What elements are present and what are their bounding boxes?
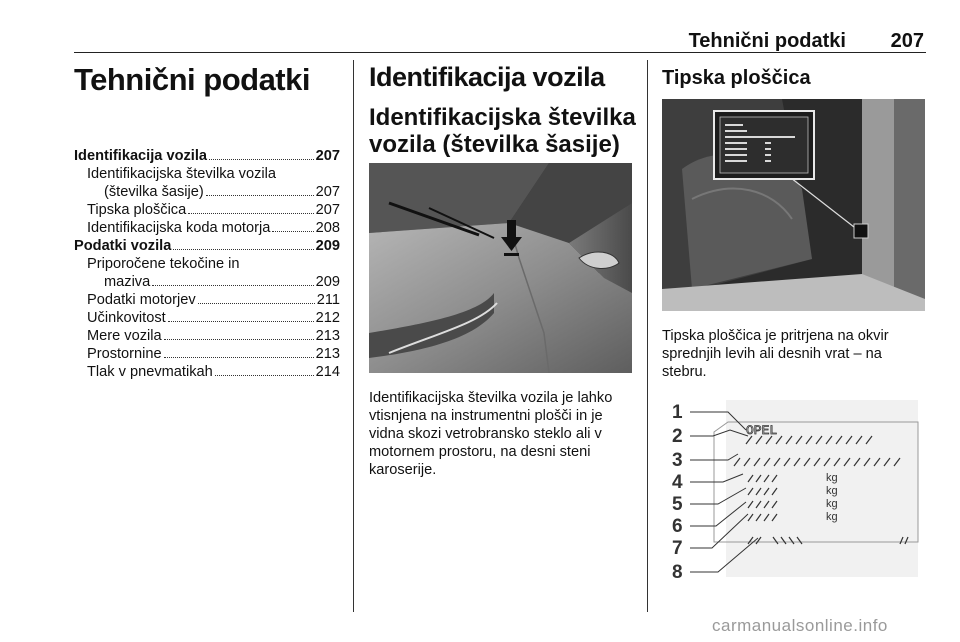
plate-callout-4: 4 — [672, 472, 683, 493]
toc-entry[interactable] — [74, 164, 340, 182]
type-plate-description: Tipska ploščica je pritrjena na okvir sprednjih levih ali desnih vrat – na stebru. — [662, 328, 889, 380]
car-hood-image — [369, 163, 632, 373]
plate-location-marker — [854, 224, 868, 238]
toc-entry-label: Priporočene tekočine in — [87, 256, 240, 272]
plate-callout-2: 2 — [672, 426, 683, 447]
column-divider-right — [647, 60, 648, 612]
toc-leader-dots — [168, 321, 314, 322]
toc-entry[interactable] — [74, 344, 340, 362]
toc-entry[interactable] — [74, 290, 340, 308]
toc-leader-dots — [272, 231, 313, 232]
subsection-title-line-1: Identifikacijska številka — [369, 104, 636, 131]
plate-unit-label: kg — [826, 485, 838, 497]
plate-callout-5: 5 — [672, 494, 683, 515]
toc-entry-label: Učinkovitost — [87, 310, 166, 326]
toc-entry-page: 211 — [316, 292, 340, 308]
toc-entry-page: 213 — [315, 328, 340, 344]
type-plate-drawing — [668, 392, 926, 584]
toc-entry-page: 212 — [315, 310, 340, 326]
toc-entry-label: Tipska ploščica — [87, 202, 187, 218]
plate-callout-8: 8 — [672, 562, 683, 583]
door-pillar-drawing — [662, 99, 925, 311]
toc-entry-page: 209 — [315, 238, 340, 254]
toc-entry[interactable] — [74, 254, 340, 272]
plate-brand: OPEL — [746, 423, 778, 438]
toc-entry[interactable] — [74, 146, 340, 164]
toc-entry-page: 213 — [315, 346, 340, 362]
plate-unit-label: kg — [826, 472, 838, 484]
toc-entry-label: Tlak v pnevmatikah — [87, 364, 213, 380]
plate-unit-label: kg — [826, 498, 838, 510]
toc-entry[interactable] — [74, 326, 340, 344]
toc-entry-page: 214 — [315, 364, 340, 380]
section-title: Identifikacija vozila — [369, 62, 605, 92]
subsection-title — [369, 104, 636, 158]
plate-callout-1: 1 — [672, 402, 683, 423]
toc-entry[interactable] — [74, 362, 340, 380]
toc-entry-label: Prostornine — [87, 346, 162, 362]
toc-leader-dots — [164, 357, 314, 358]
toc-entry[interactable] — [74, 236, 340, 254]
toc-leader-dots — [198, 303, 315, 304]
toc-entry-label: Mere vozila — [87, 328, 162, 344]
watermark: carmanualsonline.info — [712, 616, 888, 635]
toc-leader-dots — [209, 159, 314, 160]
toc-entry-label: Podatki motorjev — [87, 292, 196, 308]
toc-entry[interactable] — [74, 272, 340, 290]
chapter-title: Tehnični podatki — [74, 62, 310, 97]
type-plate-title: Tipska ploščica — [662, 67, 811, 89]
vin-description: Identifikacijska številka vozila je lahko vtisnjena na instrumentni plošči in je vidna skozi vetrobransko steklo ali v motornem prostoru, na desni steni karoserije. — [369, 390, 613, 478]
header-title: Tehnični podatki — [688, 30, 846, 52]
page-header — [74, 24, 926, 53]
toc-entry-page: 209 — [315, 274, 340, 290]
toc-entry[interactable] — [74, 182, 340, 200]
toc-entry[interactable] — [74, 308, 340, 326]
table-of-contents — [74, 146, 340, 380]
toc-leader-dots — [215, 375, 314, 376]
toc-entry-label: Podatki vozila — [74, 238, 172, 254]
toc-entry-label: maziva — [104, 274, 151, 290]
toc-leader-dots — [188, 213, 313, 214]
toc-entry-label: Identifikacija vozila — [74, 148, 208, 164]
plate-unit-label: kg — [826, 511, 838, 523]
door-pillar-image — [662, 99, 925, 311]
toc-entry-page: 207 — [315, 184, 340, 200]
toc-entry-page: 207 — [315, 148, 340, 164]
toc-entry[interactable] — [74, 218, 340, 236]
toc-leader-dots — [206, 195, 314, 196]
toc-entry-page: 208 — [315, 220, 340, 236]
plate-callout-7: 7 — [672, 538, 683, 559]
toc-entry-label: Identifikacijska številka vozila — [87, 166, 276, 182]
toc-leader-dots — [152, 285, 313, 286]
type-plate-diagram — [668, 392, 926, 584]
plate-units — [826, 472, 838, 523]
toc-leader-dots — [164, 339, 314, 340]
toc-entry[interactable] — [74, 200, 340, 218]
car-hood-drawing — [369, 163, 632, 373]
plate-callout-3: 3 — [672, 450, 683, 471]
toc-entry-page: 207 — [315, 202, 340, 218]
toc-leader-dots — [173, 249, 313, 250]
toc-entry-label: Identifikacijska koda motorja — [87, 220, 271, 236]
plate-callout-6: 6 — [672, 516, 683, 537]
toc-entry-label: (številka šasije) — [104, 184, 204, 200]
column-divider-left — [353, 60, 354, 612]
page-number: 207 — [890, 30, 924, 52]
subsection-title-line-2: vozila (številka šasije) — [369, 131, 620, 158]
